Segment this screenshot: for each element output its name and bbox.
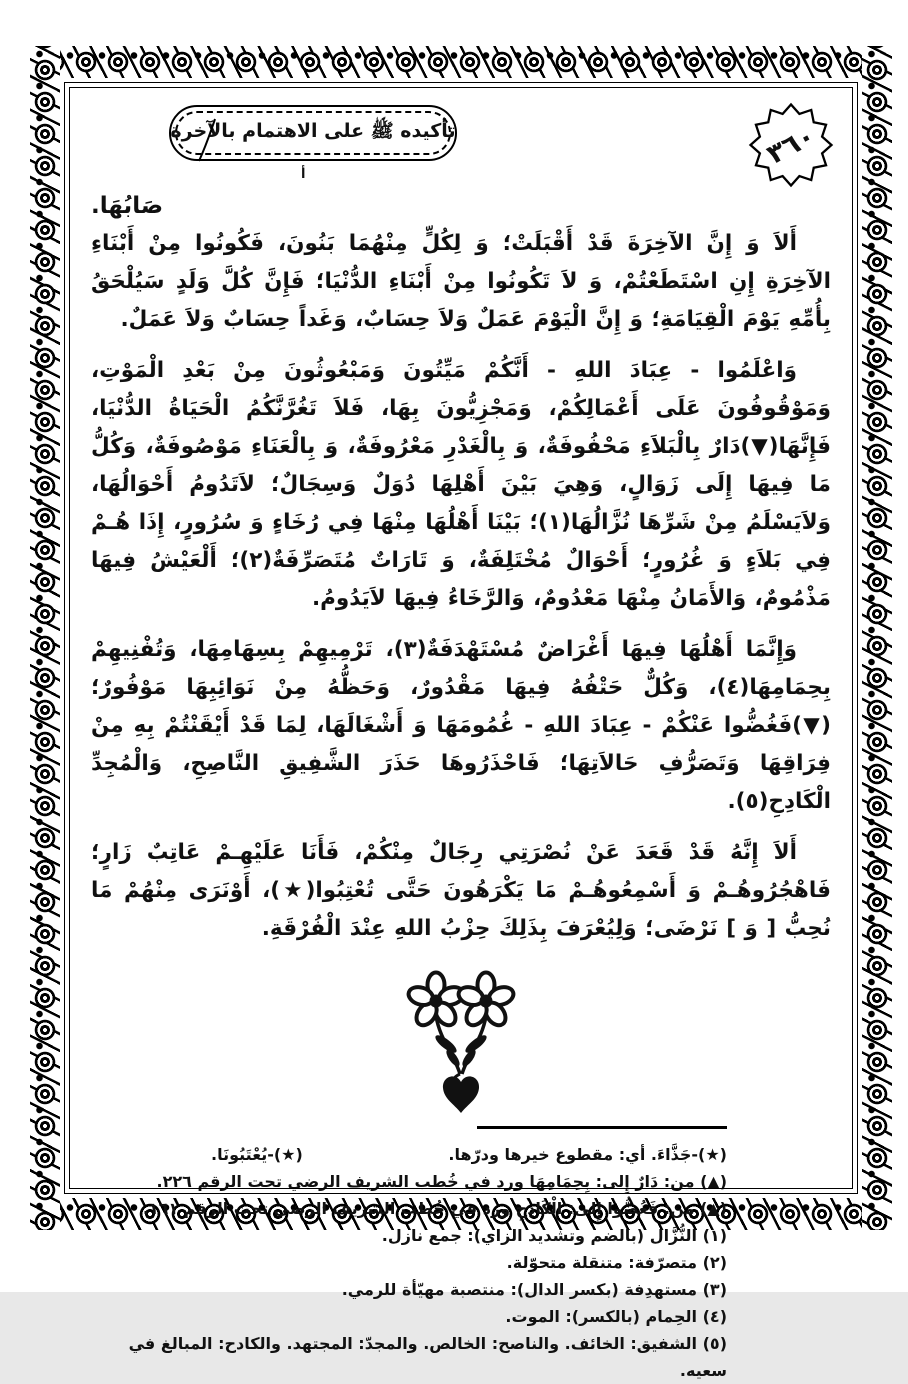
flower-ornament-icon (395, 968, 527, 1120)
stray-mark: أ (301, 167, 306, 182)
footnote-5: (٥) الشفيق: الخائف. والناصح: الخالص. والمجدّ: المجتهد. والكادح: المبالغ في سعيه. (128, 1333, 727, 1380)
footnote-triangle-1: (▲) من: دَارٌ إِلى: بِحِمَامِهَا ورد في خُطب الشريف الرضي تحت الرقم ٢٢٦. (156, 1171, 727, 1191)
footnotes-section (91, 1126, 727, 1384)
inner-frame (64, 82, 858, 1380)
flower-ornament (91, 968, 831, 1120)
page-number-badge (745, 99, 837, 191)
ornamental-border-left (30, 46, 60, 1230)
page-header (91, 97, 831, 193)
body-paragraph-1: أَلاَ وَ إِنَّ الآخِرَةَ قَدْ أَقْبَلَتْ؛ وَ لِكُلٍّ مِنْهُمَا بَنُونَ، فَكُونُوا مِنْ أَبْنَاءِ الآخِرَةِ إِنِ اسْتَطَعْتُمْ، وَ لاَ تَكُونُوا مِنْ أَبْنَاءِ الدُّنْيَا؛ فَإِنَّ كُلَّ وَلَدٍ سَيُلْحَقُ بِأُمِّهِ يَوْمَ الْقِيَامَةِ؛ وَ إِنَّ الْيَوْمَ عَمَلٌ وَلاَ حِسَابٌ، وَغَداً حِسَابٌ وَلاَ عَمَلٌ. (91, 231, 831, 332)
body-paragraph-2: وَاعْلَمُوا - عِبَادَ اللهِ - أَنَّكُمْ مَيِّتُونَ وَمَبْعُوثُونَ مِنْ بَعْدِ الْمَوْتِ، وَمَوْقُوفُونَ عَلَى أَعْمَالِكُمْ، وَمَجْزِيُّونَ بِهَا، فَلاَ تَغُرَّنَّكُمُ الْحَيَاةُ الدُّنْيَا، فَإِنَّهَا(▼)دَارٌ بِالْبَلاَءِ مَحْفُوفَةٌ، وَ بِالْغَدْرِ مَعْرُوفَةٌ، وَ بِالْعَنَاءِ مَوْصُوفَةٌ، وَكُلُّ مَا فِيهَا إِلَى زَوَالٍ، وَهِيَ بَيْنَ أَهْلِهَا دُوَلٌ وَسِجَالٌ؛ لاَتَدُومُ أَحْوَالُهَا، وَلاَيَسْلَمُ مِنْ شَرِّهَا نُزَّالُهَا(١)؛ بَيْنَا أَهْلُهَا مِنْهَا فِي رُخَاءٍ وَ سُرُورٍ، إِذَا هُـمْ فِي بَلاَءٍ وَ غُرُورٍ؛ أَحْوَالٌ مُخْتَلِفَةٌ، وَ تَارَاتٌ مُتَصَرِّفَةٌ(٢)؛ أَلْعَيْشُ فِيهَا مَذْمُومٌ، وَالأَمَانُ مِنْهَا مَعْدُومٌ، وَالرَّخَاءُ فِيهَا لاَيَدُومُ. (91, 358, 831, 611)
footnote-4: (٤) الحِمام (بالكسر): الموت. (505, 1306, 727, 1326)
continuation-word-text: صَابُهَا. (91, 193, 164, 219)
ornamental-border-right (862, 46, 892, 1230)
cartouche-inner-border (170, 111, 456, 155)
chapter-title: تأكيده ﷺ على الاهتمام بالآخرة (170, 120, 456, 142)
pen-stroke-icon (191, 116, 221, 164)
footnote-star-right: (★)-جَذَّاءَ. أي: مقطوع خيرها ودرّها. (448, 1144, 727, 1164)
footnote-1: (١) النُّزَّال (بالضم وتشديد الزاي): جمع نازل. (381, 1225, 727, 1245)
footnote-separator (477, 1126, 727, 1129)
footnote-star-left: (★)-يُعْتَبُونَا. (211, 1144, 303, 1164)
body-paragraph-4: أَلاَ إِنَّهُ قَدْ قَعَدَ عَنْ نُصْرَتِي رِجَالٌ مِنْكُمْ، فَأَنَا عَلَيْهِـمْ عَاتِبٌ زَارٍ؛ فَاهْجُرُوهُـمْ وَ أَسْمِعُوهُـمْ مَا يَكْرَهُونَ حَتَّى تُعْتِبُوا(★)، أَوْنَرَى مِنْهُمْ مَا نُحِبُّ [ وَ ] نَرْضَى؛ وَلِيُعْرَفَ بِذَلِكَ حِزْبُ اللهِ عِنْدَ الْفُرْقَةِ. (91, 840, 831, 941)
footnote-2: (٢) متصرّفة: متنقلة متحوّلة. (506, 1252, 727, 1272)
footnote-3: (٣) مستهدِفة (بكسر الدال): منتصبة مهيّأة للرمي. (341, 1279, 727, 1299)
body-paragraph-3: وَإِنَّمَا أَهْلُهَا فِيهَا أَغْرَاضٌ مُسْتَهْدَفَةٌ(٣)، تَرْمِيهِمْ بِسِهَامِهَا، وَتُفْنِيهِمْ بِحِمَامِهَا(٤)، وَكُلٌّ حَتْفُهُ فِيهَا مَقْدُورٌ، وَحَظُّهُ مِنْ نَوَائِبِهَا مَوْفُورٌ؛ (▼)فَغُضُّوا عَنْكُمْ - عِبَادَ اللهِ - غُمُومَهَا وَ أَشْغَالَهَا، لِمَا قَدْ أَيْقَنْتُمْ بِهِ مِنْ فِرَاقِهَا وَتَصَرُّفِ حَالاَتِهَا؛ فَاحْذَرُوهَا حَذَرَ الشَّفِيقِ النَّاصِحِ، وَالْمُجِدِّ الْكَادِحِ(٥). (91, 637, 831, 814)
continuation-word (91, 193, 831, 219)
footnote-star-row (91, 1141, 727, 1168)
footnote-triangle-2: (▲) من: فَغُضُّوا إِلى: الْكَادِحِ ورد في خُطب الشريف الرضي تحت الرقم ١٦١. (142, 1198, 727, 1218)
chapter-cartouche (169, 105, 457, 161)
ornamental-border-top (30, 46, 892, 78)
page-number: ٣٦٠ (761, 119, 821, 171)
